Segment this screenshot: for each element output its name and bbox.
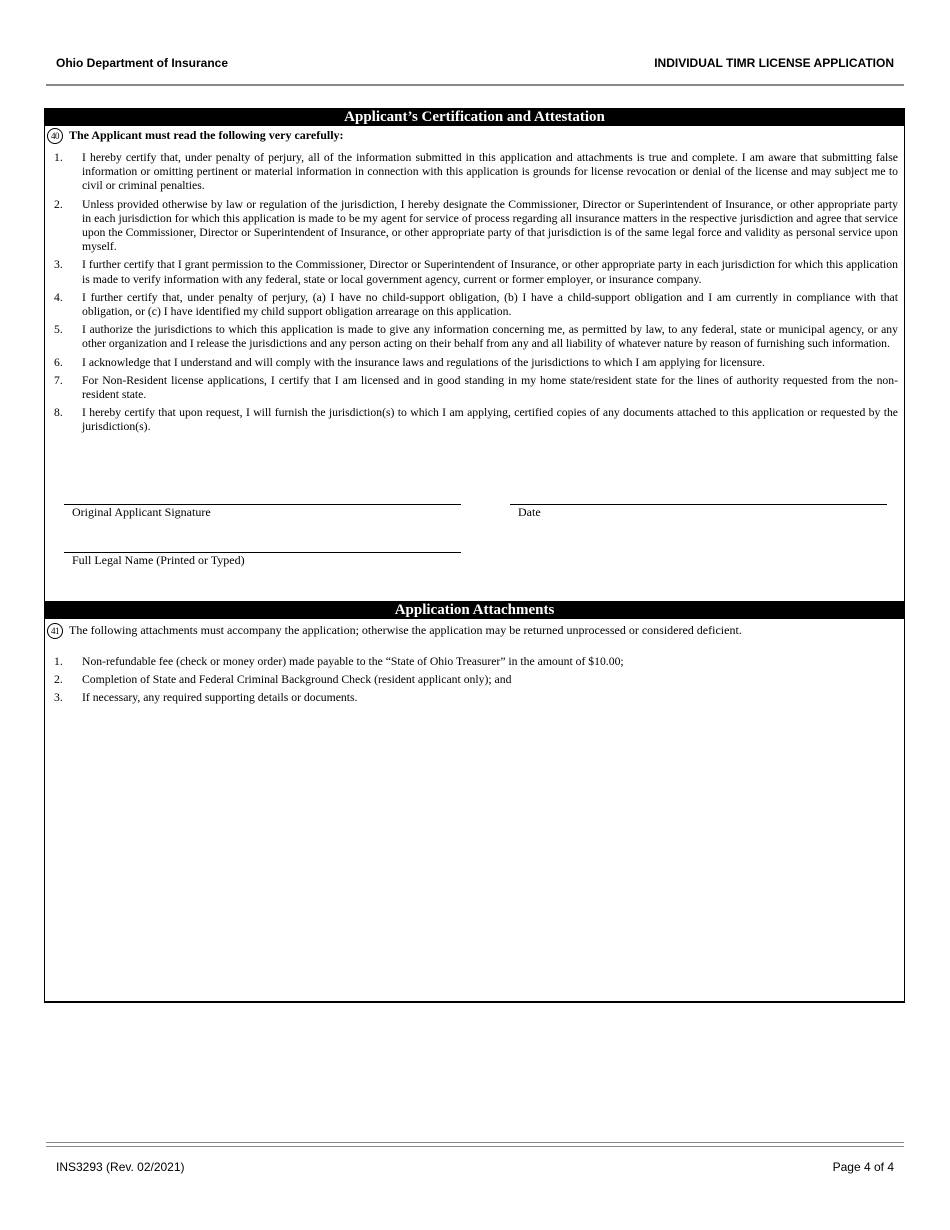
item-text: For Non-Resident license applications, I certify that I am licensed and in good standing in my home state/resident state for the lines of authority requested from the non-resident state. — [82, 373, 898, 402]
attachments-list — [54, 655, 898, 706]
item-text: Completion of State and Federal Criminal Background Check (resident applicant only); and — [82, 673, 512, 687]
page-number: Page 4 of 4 — [832, 1160, 894, 1174]
footer-divider — [46, 1142, 904, 1147]
item-number: 3. — [54, 691, 63, 705]
attachments-intro: The following attachments must accompany the application; otherwise the application may be returned unprocessed or considered deficient. — [69, 623, 742, 637]
list-item — [54, 673, 898, 687]
item-text: I hereby certify that upon request, I will furnish the jurisdiction(s) to which I am applying, certified copies of any documents attached to this application or requested by the jurisdiction(s). — [82, 406, 898, 434]
item-text: I hereby certify that, under penalty of perjury, all of the information submitted in this application and attachments is true and complete. I am aware that submitting false information or omitting pertinent or material information in connection with this application is grounds for license revocation or denial of the license and may subject me to civil or criminal penalties. — [82, 151, 898, 193]
item-text: I acknowledge that I understand and will comply with the insurance laws and regulations of the jurisdictions to which I am applying for licensure. — [82, 355, 765, 369]
header-form-title: INDIVIDUAL TIMR LICENSE APPLICATION — [654, 56, 894, 70]
attachments-title: Application Attachments — [45, 601, 904, 619]
question-number-badge: 40 — [47, 128, 63, 144]
item-number: 2. — [54, 197, 63, 211]
item-number: 1. — [54, 655, 63, 668]
list-item — [54, 323, 898, 351]
list-item — [54, 356, 898, 370]
list-item — [54, 374, 898, 402]
date-label: Date — [518, 505, 541, 519]
item-number: 1. — [54, 151, 63, 164]
item-number: 5. — [54, 323, 63, 337]
full-legal-name-label: Full Legal Name (Printed or Typed) — [72, 553, 245, 567]
header-agency: Ohio Department of Insurance — [56, 56, 229, 70]
list-item — [54, 655, 898, 669]
certification-list — [54, 151, 898, 435]
item-number: 7. — [54, 373, 63, 387]
item-number: 2. — [54, 673, 63, 687]
item-text: Unless provided otherwise by law or regulation of the jurisdiction, I hereby designate the Commissioner, Director or Superintendent of Insurance, or other appropriate party in each jurisdiction for which this application is made to be my agent for service of process regarding all insurance matters in the respective jurisdiction and agree that service upon the Commissioner, Director or Superintendent of Insurance, or other appropriate party of that jurisdiction is of the same legal force and validity as personal service upon myself. — [82, 197, 898, 254]
list-item — [54, 691, 898, 705]
certification-title: Applicant’s Certification and Attestation — [45, 108, 904, 126]
list-item — [54, 406, 898, 434]
item-text: I authorize the jurisdictions to which this application is made to give any information concerning me, as permitted by law, to any federal, state or municipal agency, or any other organization and I release the jurisdictions and any person acting on their behalf from any and all liability of whatever nature by reason of furnishing such information. — [82, 323, 898, 351]
header-divider — [46, 84, 904, 86]
form-box — [44, 108, 905, 1003]
item-number: 6. — [54, 355, 63, 369]
question-number-badge: 41 — [47, 623, 63, 639]
item-text: I further certify that I grant permission to the Commissioner, Director or Superintendent of Insurance, or other appropriate party in each jurisdiction for which this application is made to verify information with any federal, state or local government agency, current or former employer, or insurance company. — [82, 258, 898, 286]
form-id: INS3293 (Rev. 02/2021) — [56, 1160, 185, 1174]
item-number: 8. — [54, 406, 63, 420]
list-item — [54, 198, 898, 255]
item-number: 4. — [54, 290, 63, 304]
item-text: Non-refundable fee (check or money order) made payable to the “State of Ohio Treasurer” in the amount of $10.00; — [82, 655, 624, 668]
item-text: If necessary, any required supporting details or documents. — [82, 691, 358, 705]
list-item — [54, 151, 898, 194]
item-text: I further certify that, under penalty of perjury, (a) I have no child-support obligation, (b) I have a child-support obligation and I am currently in compliance with that obligation, or (c) I have identified my child support obligation arrearage on this application. — [82, 290, 898, 319]
certification-intro: The Applicant must read the following very carefully: — [69, 128, 344, 142]
item-number: 3. — [54, 258, 63, 272]
signature-label: Original Applicant Signature — [72, 505, 211, 519]
list-item — [54, 291, 898, 319]
date-field[interactable] — [510, 504, 887, 505]
list-item — [54, 258, 898, 286]
